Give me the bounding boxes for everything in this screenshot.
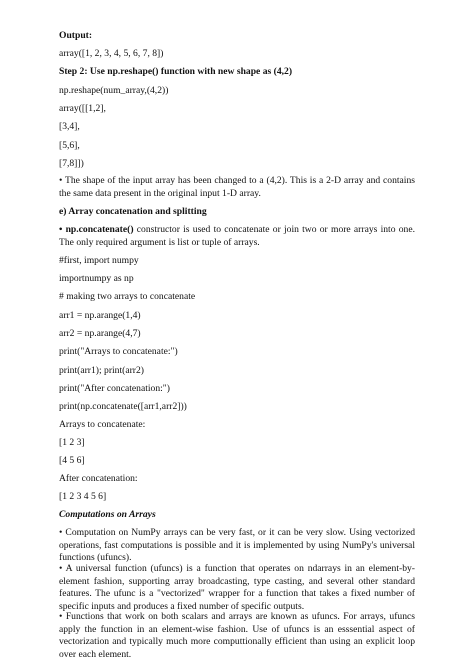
reshape-row-1: array([[1,2], — [59, 103, 106, 114]
section-e-heading: e) Array concatenation and splitting — [59, 206, 207, 217]
code-line-9: print(np.concatenate([arr1,arr2])) — [59, 401, 187, 412]
output-line-5: [1 2 3 4 5 6] — [59, 491, 107, 502]
reshape-call-line: np.reshape(num_array,(4,2)) — [59, 85, 169, 96]
reshape-row-3: [5,6], — [59, 140, 80, 151]
code-line-2: importnumpy as np — [59, 273, 134, 284]
computations-heading: Computations on Arrays — [59, 509, 156, 520]
output-line-2: [1 2 3] — [59, 437, 85, 448]
code-line-6: print("Arrays to concatenate:") — [59, 346, 178, 357]
shape-note-paragraph: • The shape of the input array has been changed to a (4,2). This is a 2-D array and contains the same data present in the original input 1-D array. — [59, 175, 415, 199]
output-line-4: After concatenation: — [59, 473, 138, 484]
output-line-3: [4 5 6] — [59, 455, 85, 466]
array-result-line: array([1, 2, 3, 4, 5, 6, 7, 8]) — [59, 48, 164, 59]
output-line-1: Arrays to concatenate: — [59, 419, 146, 430]
step2-heading: Step 2: Use np.reshape() function with new shape as (4,2) — [59, 66, 293, 77]
computation-bullet-1: • Computation on NumPy arrays can be very fast, or it can be very slow. Using vectorized operations, fast computations is possible and it is implemented by using NumPy's universal functions (ufuncs). — [59, 527, 415, 564]
computation-bullet-3: • Functions that work on both scalars and arrays are known as ufuncs. For arrays, ufuncs apply the function in an element-wise fashion. Use of ufuncs is an esssential aspect of vectorization and typically much more computtionally efficient than using an explicit loop over each element. — [59, 611, 415, 660]
reshape-row-2: [3,4], — [59, 121, 80, 132]
code-line-5: arr2 = np.arange(4,7) — [59, 328, 141, 339]
code-line-3: # making two arrays to concatenate — [59, 291, 196, 302]
reshape-row-4: [7,8]]) — [59, 158, 84, 169]
computation-bullet-2: • A universal function (ufuncs) is a function that operates on ndarrays in an element-by- element fashion, supporting array broadcasting, type casting, and several other standard features. The ufunc is a "vectorized" wrapper for a function that takes a fixed number of specific inputs and produces a fixed number of specific outputs. — [59, 563, 415, 612]
concatenate-bullet-bold: • np.concatenate() — [59, 224, 134, 235]
code-line-4: arr1 = np.arange(1,4) — [59, 310, 141, 321]
concatenate-bullet-text: constructor is used to concatenate or join two or more arrays into one. The only required argument is list or tuple of arrays. — [59, 224, 415, 248]
code-line-8: print("After concatenation:") — [59, 383, 170, 394]
code-line-7: print(arr1); print(arr2) — [59, 365, 144, 376]
concatenate-bullet-paragraph — [59, 224, 415, 249]
code-line-1: #first, import numpy — [59, 255, 139, 266]
output-heading: Output: — [59, 30, 93, 41]
